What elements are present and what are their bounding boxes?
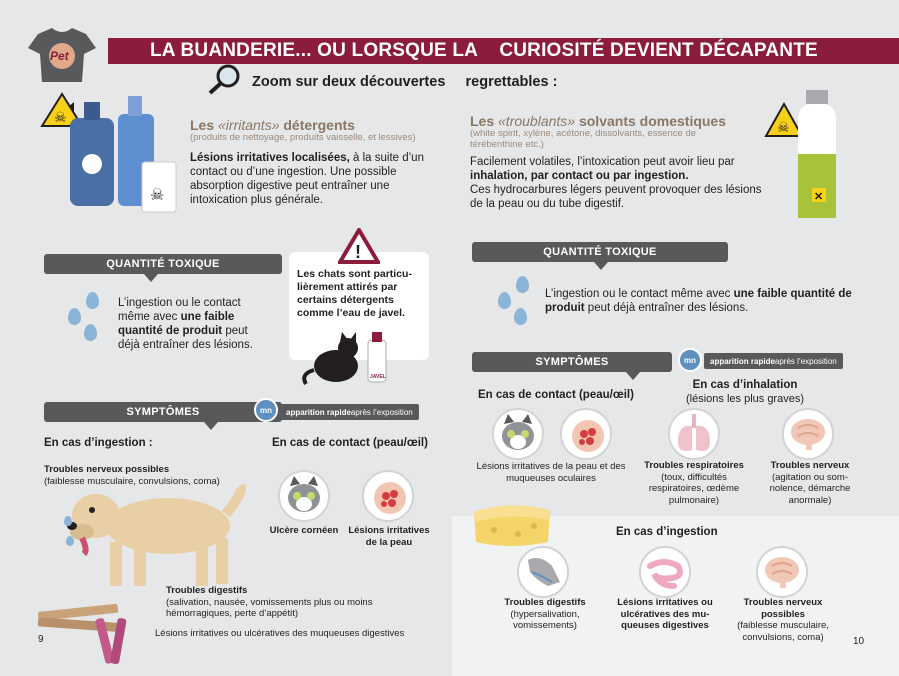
label-pointer — [594, 262, 608, 270]
quantite-toxique-text-right: L’ingestion ou le contact même avec une faible quantité de produit peut déjà entraîner des lésions. — [545, 288, 852, 314]
banner-title: LA BUANDERIE... OU LORSQUE LA CURIOSITÉ DEVIENT DÉCAPANTE — [150, 40, 818, 61]
drop-icon — [86, 292, 99, 309]
brain-icon — [788, 416, 828, 452]
clock-icon: mn — [254, 398, 278, 422]
svg-text:☠: ☠ — [777, 119, 790, 135]
cat-face-icon — [498, 414, 538, 454]
ingestion-heading-left: En cas d’ingestion : — [44, 437, 153, 449]
irritants-title: Les «irritants» détergents — [190, 117, 355, 133]
lesions-peau-label: Lésions irritatives de la peau — [348, 525, 430, 548]
quantite-toxique-text-left: L’ingestion ou le contact même avec une faible quantité de produit peut déjà entraîner des lésions. — [118, 297, 253, 351]
ulcere-corneen-label: Ulcère cornéen — [269, 525, 339, 536]
troubles-nerveux-left: Troubles nerveux possibles (faiblesse musculaire, convulsions, coma) — [44, 464, 220, 487]
javel-label: JAVEL — [370, 374, 386, 380]
label-pointer — [626, 372, 640, 380]
svg-text:☠: ☠ — [150, 187, 165, 204]
black-cat-icon — [296, 330, 416, 386]
inhalation-heading: En cas d’inhalation — [692, 379, 798, 391]
lungs-icon — [674, 412, 714, 456]
symptomes-label-left: SYMPTÔMES — [44, 402, 282, 422]
intestine-icon — [644, 552, 686, 592]
drop-icon — [64, 516, 72, 526]
irritants-subtitle: (produits de nettoyage, produits vaisselle, et lessives) — [190, 132, 416, 143]
ingestion-lesions-right: Lésions irritatives ou ulcératives des mu-queuses digestives — [617, 597, 713, 631]
drop-icon — [84, 324, 97, 341]
skin-lesion-icon — [566, 414, 606, 454]
ingestion-digestifs-right: Troubles digestifs (hypersalivation, vomissements) — [504, 597, 586, 631]
pet-label: Pet — [50, 49, 69, 63]
contact-heading-left: En cas de contact (peau/œil) — [272, 437, 428, 449]
symptomes-label-right: SYMPTÔMES — [472, 352, 672, 372]
muqueuses-text-left: Lésions irritatives ou ulcératives des muqueuses digestives — [155, 628, 405, 639]
label-pointer — [144, 274, 158, 282]
warning-triangle-icon — [338, 228, 380, 264]
solvent-bottle-icon — [762, 90, 842, 222]
troubles-nerveux-right: Troubles nerveux (agitation ou som-nolence, démarche anormale) — [769, 460, 851, 506]
troubles-digestifs-left: Troubles digestifs (salivation, nausée, vomissements plus ou moins hémorragiques, perte d’appétit) — [166, 585, 373, 619]
apparition-rapide-badge-right: apparition rapide après l’exposition — [704, 353, 843, 369]
irritants-description: Lésions irritatives localisées, à la suite d’un contact ou d’une ingestion. Une possible absorption digestive peut entraîner une intoxication plus générale. — [190, 152, 424, 206]
svg-text:☠: ☠ — [54, 109, 67, 125]
golden-dog-icon — [58, 482, 248, 588]
drop-icon — [66, 536, 74, 546]
inhalation-subheading: (lésions les plus graves) — [686, 393, 804, 405]
drop-icon — [514, 308, 527, 325]
zoom-title: Zoom sur deux découvertes regrettables : — [252, 74, 558, 90]
sponge-icon — [470, 492, 556, 550]
ingestion-nerveux-right: Troubles nerveux possibles (faiblesse musculaire, convulsions, coma) — [737, 597, 829, 643]
dog-saliva-icon — [522, 552, 564, 592]
quantite-toxique-label-right: QUANTITÉ TOXIQUE — [472, 242, 728, 262]
skin-lesion-icon — [368, 476, 408, 516]
page-number-left: 9 — [38, 634, 44, 645]
solvants-title: Les «troublants» solvants domestiques — [470, 113, 727, 129]
cat-face-icon — [284, 476, 324, 516]
svg-text:!: ! — [355, 242, 361, 262]
drop-icon — [498, 292, 511, 309]
page-number-right: 10 — [853, 636, 865, 647]
label-pointer — [204, 422, 218, 430]
apparition-rapide-badge-left: apparition rapide après l’exposition — [280, 404, 419, 420]
clothespeg-icon — [36, 598, 146, 668]
clock-icon: mn — [678, 348, 702, 372]
solvants-description: Facilement volatiles, l’intoxication peut avoir lieu par inhalation, par contact ou par ingestion. Ces hydrocarbures légers peuvent provoquer des lésions de la peau ou du tube digestif. — [470, 156, 762, 210]
brain-icon — [762, 554, 802, 590]
contact-lesions-right: Lésions irritatives de la peau et des muqueuses oculaires — [476, 461, 626, 484]
quantite-toxique-label-left: QUANTITÉ TOXIQUE — [44, 254, 282, 274]
troubles-respiratoires-right: Troubles respiratoires (toux, difficultés respiratoires, œdème pulmonaire) — [644, 460, 744, 506]
cat-warning-text: Les chats sont particu-lièrement attirés par certains détergents comme l’eau de javel. — [297, 268, 412, 319]
contact-heading-right: En cas de contact (peau/œil) — [478, 389, 634, 401]
svg-text:✕: ✕ — [814, 191, 824, 203]
detergent-bottles-icon — [40, 92, 180, 214]
solvants-subtitle: (white spirit, xylène, acétone, dissolvants, essence de térébenthine etc.) — [470, 128, 697, 150]
drop-icon — [68, 308, 81, 325]
magnifier-icon — [206, 62, 246, 96]
ingestion-heading-right: En cas d’ingestion — [616, 526, 718, 538]
drop-icon — [516, 276, 529, 293]
